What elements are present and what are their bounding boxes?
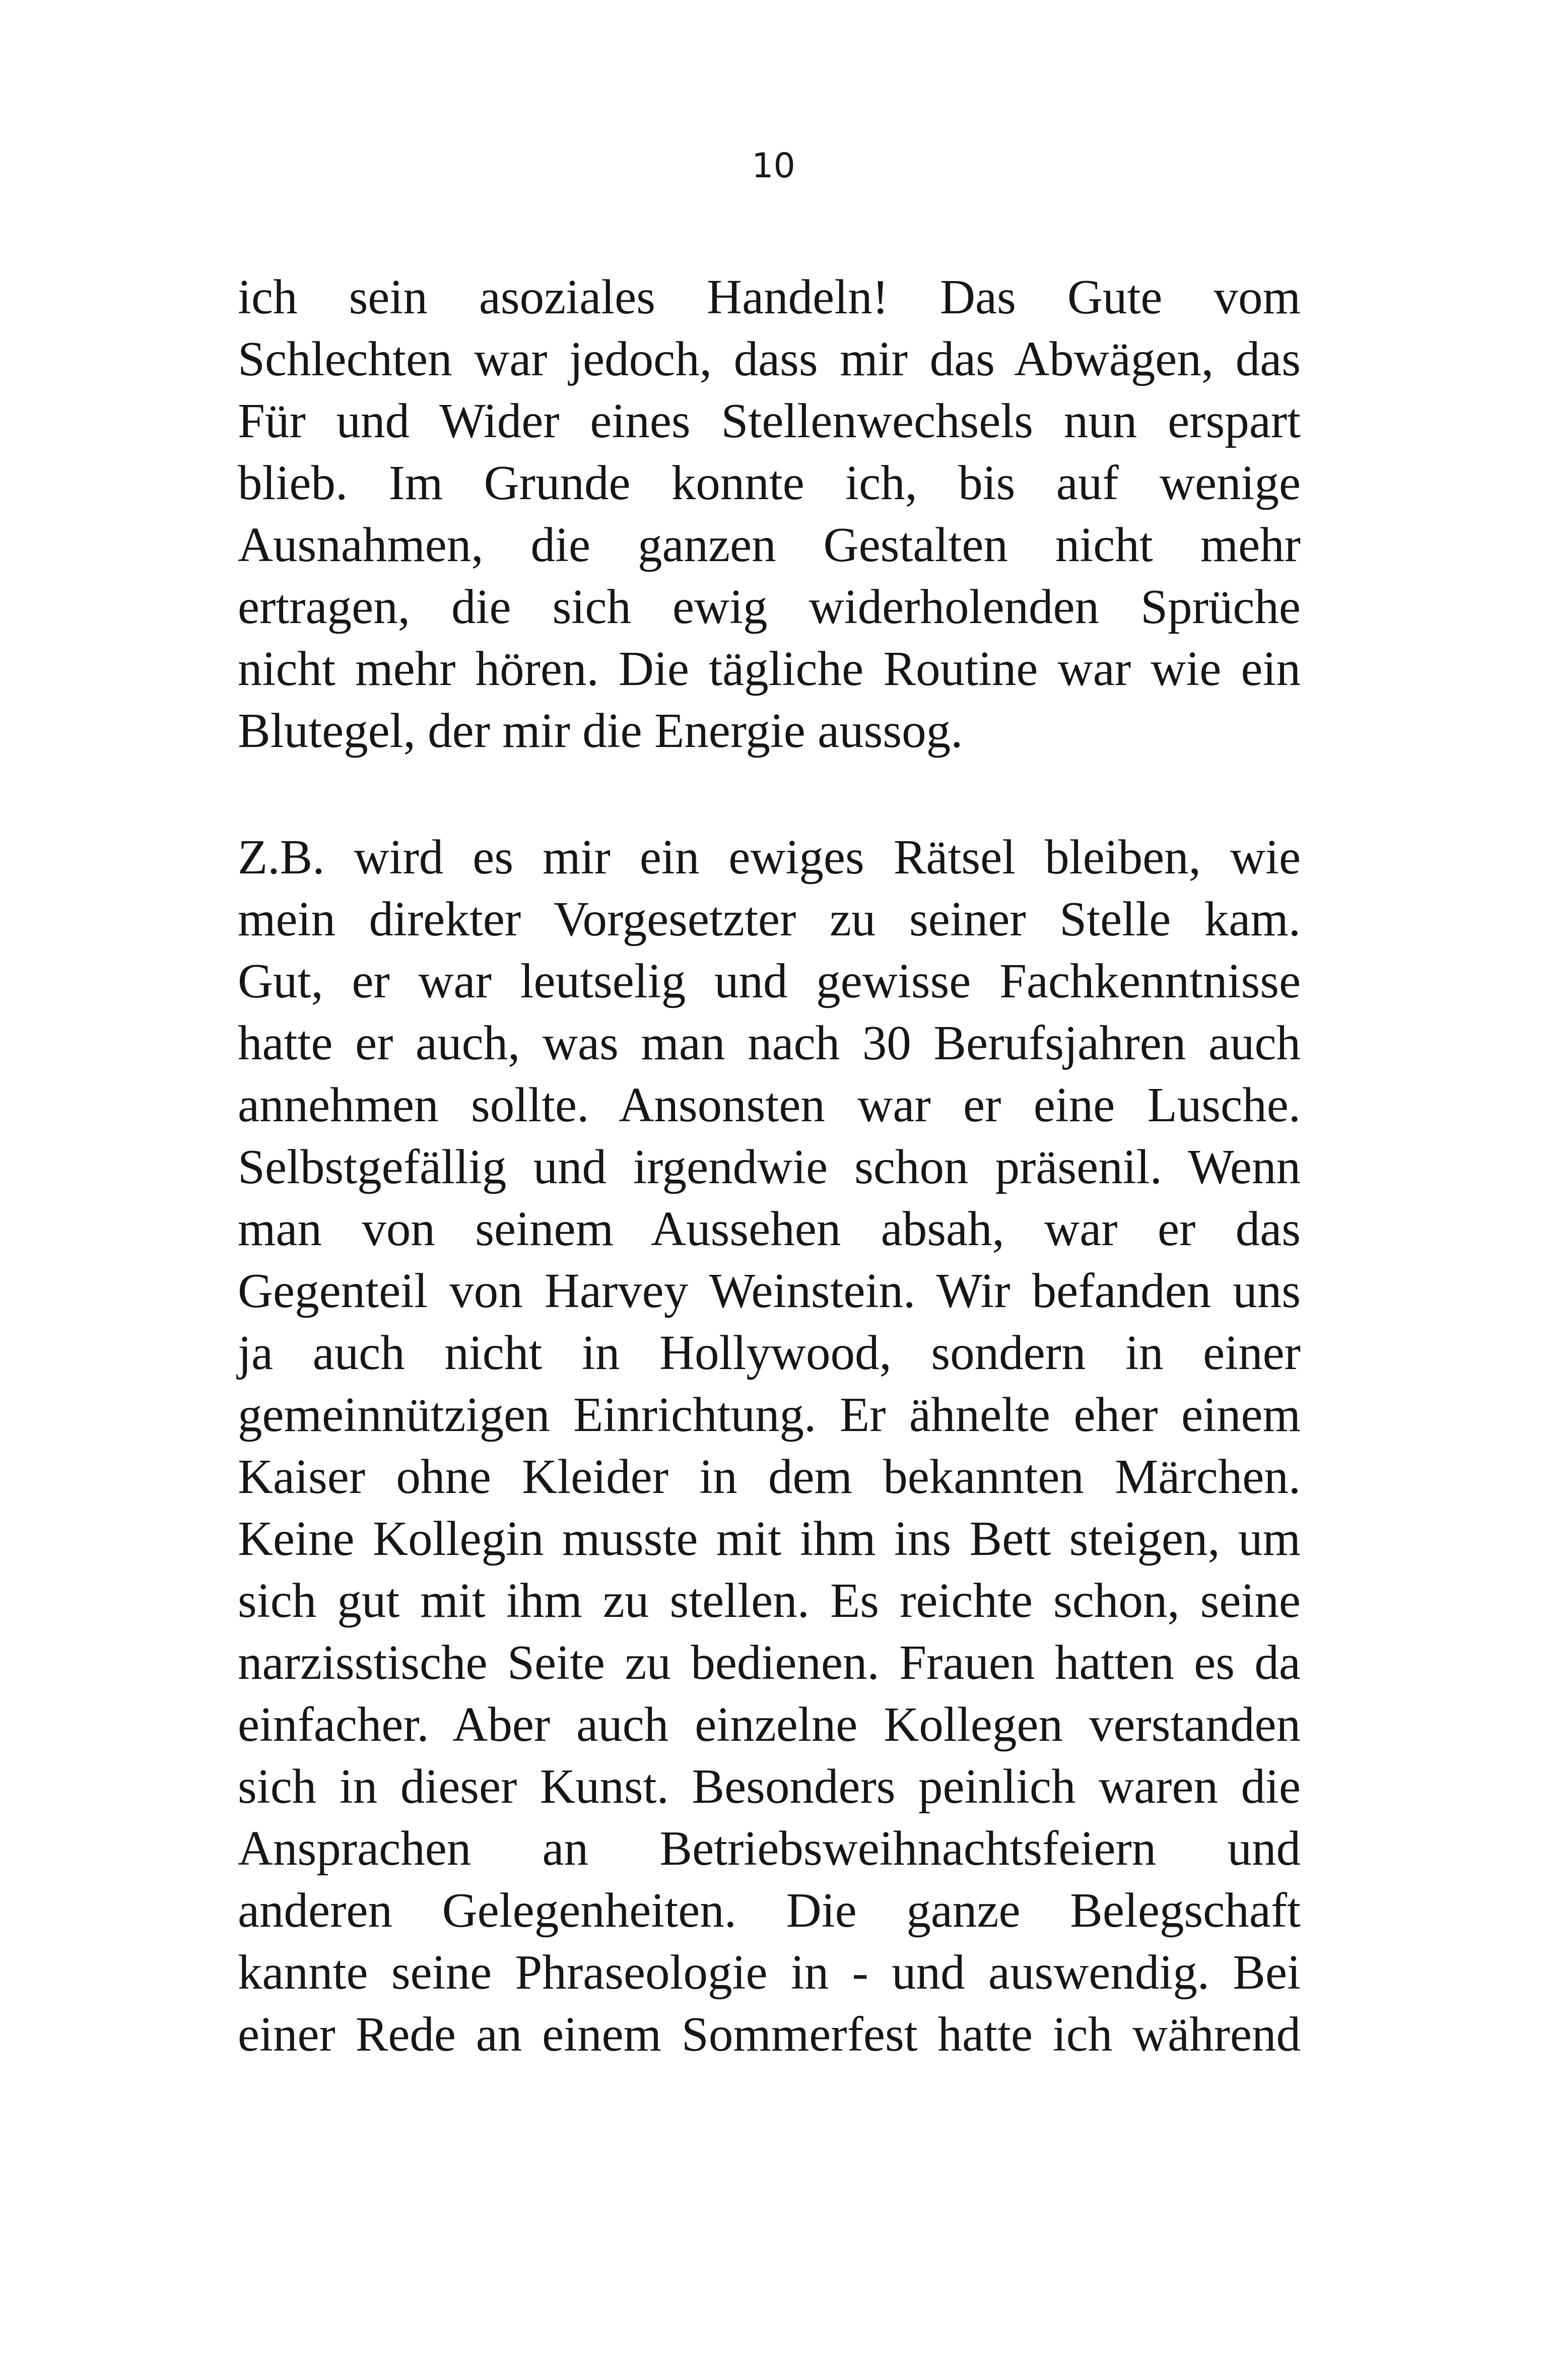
text-line: mein direkter Vorgesetzter zu seiner Stelle kam. [238, 892, 1301, 946]
text-line: Schlechten war jedoch, dass mir das Abwägen, das [238, 332, 1301, 386]
page-number: 10 [752, 146, 795, 186]
text-line: sich in dieser Kunst. Besonders peinlich waren die [238, 1759, 1301, 1813]
text-line: Ausnahmen, die ganzen Gestalten nicht mehr [238, 518, 1301, 572]
text-line: Gut, er war leutselig und gewisse Fachkenntnisse [238, 954, 1301, 1008]
text-line: ich sein asoziales Handeln! Das Gute vom [238, 270, 1301, 324]
text-line: einer Rede an einem Sommerfest hatte ich während [238, 2007, 1301, 2061]
text-line: man von seinem Aussehen absah, war er das [238, 1202, 1301, 1256]
text-line: einfacher. Aber auch einzelne Kollegen verstanden [238, 1697, 1301, 1751]
text-line: Keine Kollegin musste mit ihm ins Bett steigen, um [238, 1512, 1301, 1566]
text-line: Gegenteil von Harvey Weinstein. Wir befanden uns [238, 1264, 1301, 1318]
text-line: blieb. Im Grunde konnte ich, bis auf wenige [238, 456, 1301, 510]
text-line: ertragen, die sich ewig widerholenden Sprüche [238, 580, 1301, 634]
text-line: sich gut mit ihm zu stellen. Es reichte schon, seine [238, 1574, 1301, 1627]
text-line: annehmen sollte. Ansonsten war er eine Lusche. [238, 1078, 1301, 1132]
text-line: kannte seine Phraseologie in - und auswendig. Bei [238, 1945, 1301, 1999]
text-line: nicht mehr hören. Die tägliche Routine war wie ein [238, 642, 1301, 696]
text-line: ja auch nicht in Hollywood, sondern in einer [238, 1326, 1301, 1380]
text-line: gemeinnützigen Einrichtung. Er ähnelte eher einem [238, 1388, 1301, 1442]
text-line: Blutegel, der mir die Energie aussog. [238, 704, 963, 758]
text-line: Z.B. wird es mir ein ewiges Rätsel bleiben, wie [238, 830, 1301, 884]
paragraph-1 [238, 266, 1301, 762]
text-line: narzisstische Seite zu bedienen. Frauen hatten es da [238, 1636, 1301, 1689]
text-line: Ansprachen an Betriebsweihnachtsfeiern und [238, 1821, 1301, 1875]
text-line: Selbstgefällig und irgendwie schon präsenil. Wenn [238, 1140, 1301, 1194]
text-line: hatte er auch, was man nach 30 Berufsjahren auch [238, 1016, 1301, 1070]
text-line: Für und Wider eines Stellenwechsels nun erspart [238, 394, 1301, 448]
text-line: anderen Gelegenheiten. Die ganze Belegschaft [238, 1883, 1301, 1937]
paragraph-2 [238, 826, 1301, 2065]
text-line: Kaiser ohne Kleider in dem bekannten Märchen. [238, 1450, 1301, 1504]
